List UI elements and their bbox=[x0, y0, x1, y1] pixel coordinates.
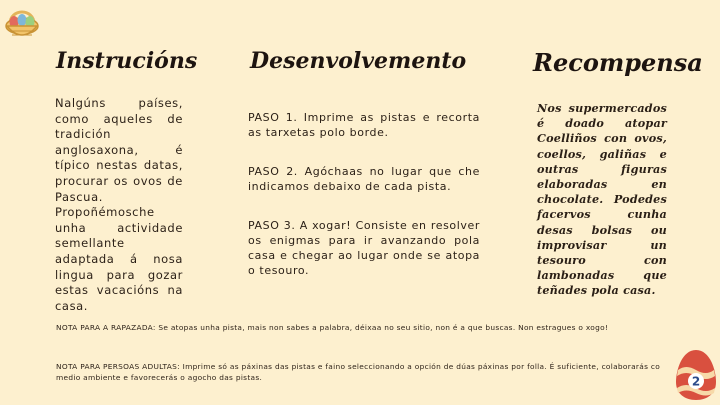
instructions-text: Nalgúns países, como aqueles de tradición anglosaxona, é típico nestas datas, procurar os ovos de Pascua. Propoñémosche unha actividade semellante adaptada á nosa lingua para gozar estas vacacións na casa. bbox=[55, 96, 183, 313]
step-2: PASO 2. Agóchaas no lugar que che indicamos debaixo de cada pista. bbox=[248, 165, 480, 193]
steps-list bbox=[248, 110, 480, 302]
instructions-heading: Instruciόns bbox=[56, 48, 198, 74]
easter-basket-icon bbox=[2, 4, 42, 44]
page-number: 2 bbox=[691, 374, 701, 389]
development-heading: Desenvolvemento bbox=[250, 48, 467, 74]
step-1: PASO 1. Imprime as pistas e recorta as tarxetas polo borde. bbox=[248, 111, 480, 139]
note-adults: NOTA PARA PERSOAS ADULTAS: Imprime só as páxinas das pistas e faino seleccionando a opción de dúas páxinas por folla. É suficiente, colaborarás co medio ambiente e favorecerás o agocho das pistas. bbox=[56, 362, 661, 382]
note-kids: NOTA PARA A RAPAZADA: Se atopas unha pista, mais non sabes a palabra, déixaa no seu sitio, non é a que buscas. Non estragues o xogo! bbox=[56, 323, 609, 332]
reward-heading: Recompensa bbox=[533, 48, 703, 77]
reward-text: Nos supermercados é doado atopar Coelliños con ovos, coellos, galiñas e outras figuras elaboradas en chocolate. Podedes facervos cunha desas bolsas ou improvisar un tesouro con lambonadas que teñades pola casa. bbox=[537, 101, 667, 298]
easter-egg-icon bbox=[674, 348, 718, 402]
step-3: PASO 3. A xogar! Consiste en resolver os enigmas para ir avanzando pola casa e chegar ao lugar onde se atopa o tesouro. bbox=[248, 219, 480, 277]
